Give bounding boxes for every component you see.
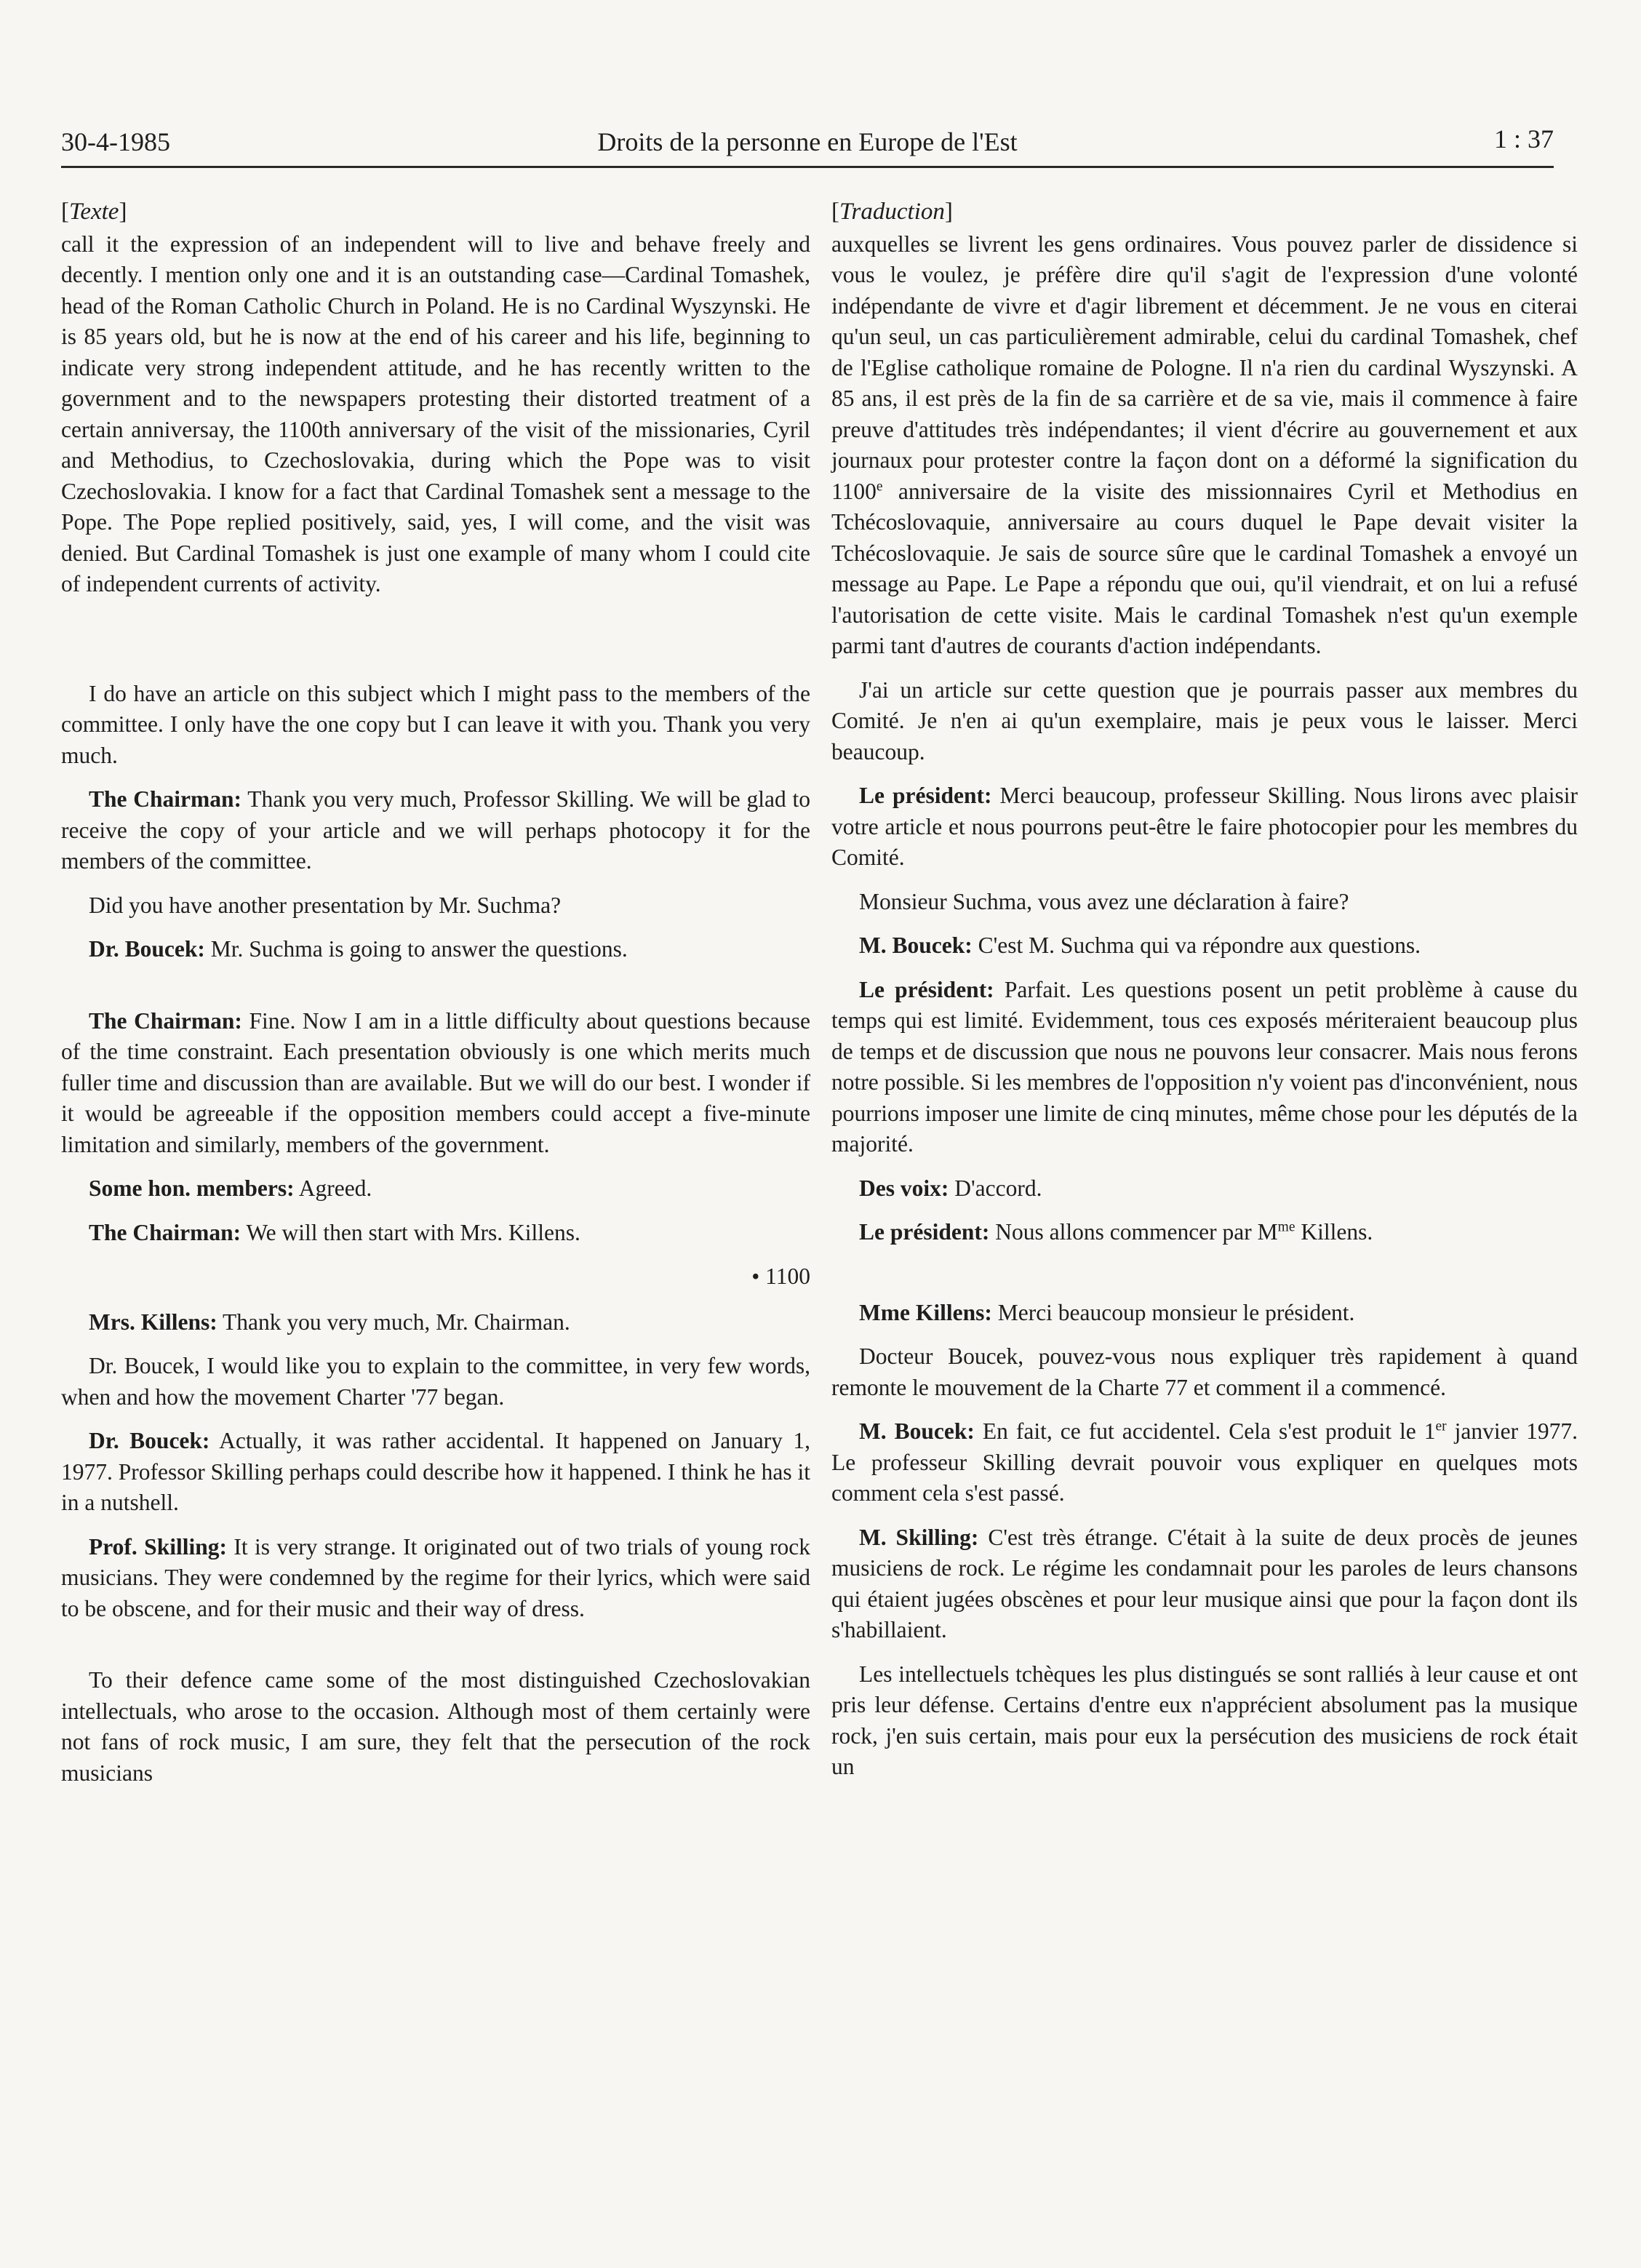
speaker-name: Prof. Skilling: [89, 1533, 227, 1560]
speech-paragraph [831, 1217, 1578, 1248]
column-label-text: Traduction [839, 199, 945, 225]
speaker-name: Some hon. members: [89, 1175, 295, 1201]
speech-paragraph [831, 1298, 1578, 1329]
speech-paragraph [61, 1532, 810, 1625]
speech-paragraph [61, 1006, 810, 1161]
speech-text: Merci beaucoup monsieur le président. [991, 1299, 1355, 1325]
speech-paragraph [831, 1416, 1578, 1509]
speech-text: C'est M. Suchma qui va répondre aux questions. [972, 933, 1421, 958]
speech-text: Merci beaucoup, professeur Skilling. Nous lirons avec plaisir votre article et nous pourrons peut-être le faire photocopier pour les membres du Comité. [831, 783, 1578, 870]
speech-text: janvier 1977. Le professeur Skilling devrait pouvoir vous expliquer en quelques mots comment cela s'est passé. [831, 1418, 1578, 1506]
speech-paragraph [61, 784, 810, 877]
paragraph: Les intellectuels tchèques les plus distingués se sont ralliés à leur cause et ont pris leur défense. Certains d'entre eux n'apprécient absolument pas la musique rock, j'en suis certain, mais pour eux la persécution des musiciens de rock était un [831, 1661, 1578, 1779]
speech-text: En fait, ce fut accidentel. Cela s'est produit le 1 [974, 1418, 1436, 1444]
speech-text: Thank you very much, Mr. Chairman. [217, 1309, 570, 1335]
speech-text: Fine. Now I am in a little difficulty about questions because of the time constraint. Each presentation obviously is one which merits much fuller time and discussion than are available. But we will do our best. I wonder if it would be agreeable if the opposition members could accept a five-minute limitation and similarly, members of the government. [61, 1007, 810, 1157]
header-title: Droits de la personne en Europe de l'Est [597, 127, 1018, 156]
page-header [61, 124, 1554, 168]
speech-text: Mr. Suchma is going to answer the questions. [204, 936, 628, 962]
paragraph: Dr. Boucek, I would like you to explain to the committee, in very few words, when and how the movement Charter '77 began. [61, 1353, 810, 1410]
paragraph: I do have an article on this subject which I might pass to the members of the committee. I only have the one copy but I can leave it with you. Thank you very much. [61, 680, 810, 768]
speech-text: Parfait. Les questions posent un petit problème à cause du temps qui est limité. Evidemment, tous ces exposés mériteraient beaucoup plus de temps et de discussion que nous ne pouvons leur consacrer. Mais nous ferons notre possible. Si les membres de l'opposition n'y voient pas d'inconvénient, nous pourrions imposer une limite de cinq minutes, même chose pour les députés de la majorité. [831, 976, 1578, 1157]
paragraph [831, 229, 1578, 662]
speech-paragraph [831, 930, 1578, 962]
header-page-number: 1 : 37 [1493, 124, 1554, 153]
speech-text: Nous allons commencer par M [989, 1219, 1278, 1245]
header-date: 30-4-1985 [61, 127, 170, 156]
paragraph: J'ai un article sur cette question que je pourrais passer aux membres du Comité. Je n'en ai qu'un exemplaire, mais je peux vous le laisser. Merci beaucoup. [831, 676, 1578, 764]
speaker-name: Mrs. Killens: [89, 1309, 217, 1335]
superscript: me [1277, 1219, 1295, 1235]
speech-paragraph [61, 1426, 810, 1519]
french-column [831, 196, 1578, 1796]
speaker-name: The Chairman: [89, 1007, 242, 1034]
column-label-text: Texte [69, 199, 119, 225]
speaker-name: Des voix: [859, 1175, 949, 1201]
column-label: [Traduction] [831, 199, 953, 225]
speech-paragraph [831, 975, 1578, 1160]
speaker-name: Le président: [859, 783, 992, 808]
speaker-name: M. Boucek: [859, 933, 973, 958]
speech-text: Killens. [1295, 1219, 1373, 1245]
speech-text: Actually, it was rather accidental. It happened on January 1, 1977. Professor Skilling perhaps could describe how it happened. I think he has it in a nutshell. [61, 1428, 810, 1515]
paragraph-text: anniversaire de la visite des missionnaires Cyril et Methodius en Tchécoslovaquie, anniversaire au cours duquel le Pape devait visiter la Tchécoslovaquie. Je sais de source sûre que le cardinal Tomashek a envoyé un message au Pape. Le Pape a répondu que oui, qu'il viendrait, et on lui a refusé l'autorisation de cette visite. Mais le cardinal Tomashek n'est qu'un exemple parmi tant d'autres de courants d'action indépendants. [831, 478, 1578, 658]
speaker-name: Dr. Boucek: [89, 936, 205, 962]
speech-text: D'accord. [949, 1175, 1042, 1201]
speech-paragraph [831, 1173, 1578, 1205]
speech-paragraph [61, 1307, 810, 1338]
paragraph: call it the expression of an independent will to live and behave freely and decently. I mention only one and it is an outstanding case—Cardinal Tomashek, head of the Roman Catholic Church in Poland. He is no Cardinal Wyszynski. He is 85 years old, but he is now at the end of his career and his life, beginning to indicate very strong independent attitude, and he has recently written to the government and to the newspapers protesting their distorted treatment of a certain anniversay, the 1100th anniversary of the visit of the missionaries, Cyril and Methodius, to Czechoslovakia, during which the Pope was to visit Czechoslovakia. I know for a fact that Cardinal Tomashek sent a message to the Pope. The Pope replied positively, said, yes, I will come, and the visit was denied. But Cardinal Tomashek is just one example of many whom I could cite of independent currents of activity. [61, 231, 810, 596]
paragraph: Docteur Boucek, pouvez-vous nous expliquer très rapidement à quand remonte le mouvement de la Charte 77 et comment il a commencé. [831, 1343, 1578, 1400]
speech-paragraph [831, 1522, 1578, 1646]
speech-text: Agreed. [294, 1175, 372, 1201]
speech-text: It is very strange. It originated out of two trials of young rock musicians. They were condemned by the regime for their lyrics, which were said to be obscene, and for their music and their way of dress. [61, 1533, 810, 1621]
superscript: er [1435, 1418, 1447, 1434]
speaker-name: The Chairman: [89, 1219, 241, 1245]
paragraph-text: auxquelles se livrent les gens ordinaires. Vous pouvez parler de dissidence si vous le voulez, je préfère dire qu'il s'agit de l'expression d'une volonté indépendante de vivre et d'agir librement et décemment. Je ne vous en citerai qu'un seul, un cas particulièrement admirable, celui du cardinal Tomashek, chef de l'Eglise catholique romaine de Pologne. Il n'a rien du cardinal Wyszynski. A 85 ans, il est près de la fin de sa carrière et de sa vie, mais il commence à faire preuve d'attitudes très indépendantes; il vient d'écrire au gouvernement et aux journaux pour protester contre la façon dont on a déformé la signification du 1100 [831, 231, 1578, 504]
speaker-name: M. Boucek: [859, 1418, 975, 1444]
speaker-name: M. Skilling: [859, 1524, 979, 1550]
speaker-name: Le président: [859, 976, 994, 1002]
speech-paragraph [61, 934, 810, 965]
superscript: e [876, 479, 883, 494]
speech-text: C'est très étrange. C'était à la suite de deux procès de jeunes musiciens de rock. Le régime les condamnait pour les paroles de leurs chansons qui étaient jugées obscènes et pour leur musique ainsi que pour la façon dont ils s'habillaient. [831, 1524, 1578, 1642]
time-marker: • 1100 [751, 1263, 810, 1289]
speech-paragraph [61, 1218, 810, 1249]
column-label: [Texte] [61, 199, 127, 225]
speech-text: Thank you very much, Professor Skilling. We will be glad to receive the copy of your article and we will perhaps photocopy it for the members of the committee. [61, 786, 810, 874]
speaker-name: Le président: [859, 1219, 990, 1245]
paragraph: To their defence came some of the most distinguished Czechoslovakian intellectuals, who arose to the occasion. Although most of them certainly were not fans of rock music, I am sure, they felt that the persecution of the rock musicians [61, 1667, 810, 1786]
speaker-name: The Chairman: [89, 786, 242, 812]
speech-paragraph [831, 780, 1578, 874]
speech-text: We will then start with Mrs. Killens. [241, 1219, 580, 1245]
speech-paragraph [61, 1173, 810, 1205]
speaker-name: Dr. Boucek: [89, 1428, 210, 1453]
english-column [61, 196, 810, 1802]
paragraph: Did you have another presentation by Mr. Suchma? [89, 892, 562, 918]
speaker-name: Mme Killens: [859, 1299, 992, 1325]
paragraph: Monsieur Suchma, vous avez une déclaration à faire? [859, 888, 1349, 914]
